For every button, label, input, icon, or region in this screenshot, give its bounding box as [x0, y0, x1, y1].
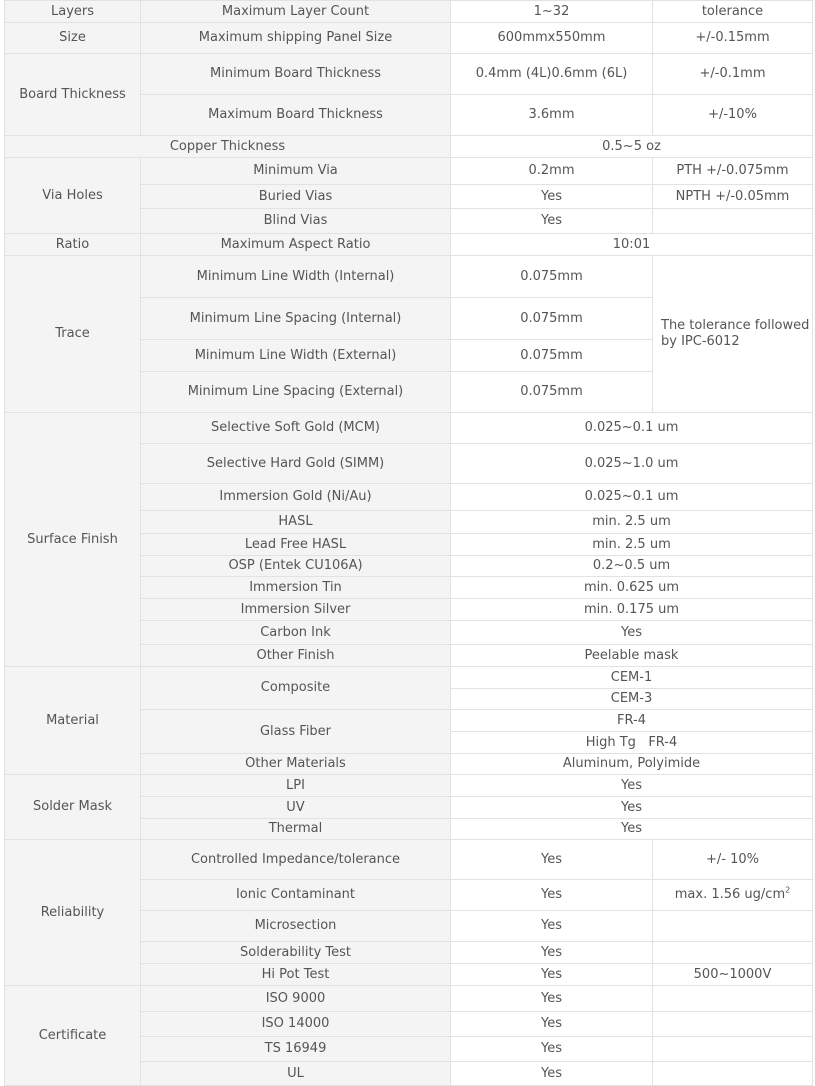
value-cell: Yes: [451, 819, 813, 840]
value-cell: CEM-1: [451, 667, 813, 689]
value-cell: 0.025~1.0 um: [451, 444, 813, 484]
param-copper-thickness: Copper Thickness: [5, 136, 451, 158]
param-cell: Minimum Via: [141, 158, 451, 185]
tolerance-cell: +/-10%: [653, 95, 813, 136]
spec-table: [4, 0, 813, 1086]
tolerance-cell: [653, 1037, 813, 1062]
tolerance-cell: +/-0.1mm: [653, 54, 813, 95]
value-cell: min. 0.175 um: [451, 599, 813, 621]
value-cell: High Tg FR-4: [451, 732, 813, 754]
value-cell: 600mmx550mm: [451, 23, 653, 54]
tolerance-cell: NPTH +/-0.05mm: [653, 185, 813, 209]
table-row: [5, 234, 813, 256]
superscript: 2: [785, 885, 791, 895]
param-cell: Immersion Silver: [141, 599, 451, 621]
category-via-holes: Via Holes: [5, 158, 141, 234]
table-row: [5, 1, 813, 23]
param-cell: Minimum Board Thickness: [141, 54, 451, 95]
param-cell: ISO 14000: [141, 1012, 451, 1037]
value-cell: Yes: [451, 621, 813, 645]
param-cell: Selective Hard Gold (SIMM): [141, 444, 451, 484]
tolerance-cell: +/-0.15mm: [653, 23, 813, 54]
param-cell: Maximum Layer Count: [141, 1, 451, 23]
value-cell: Yes: [451, 797, 813, 819]
value-cell: 0.075mm: [451, 298, 653, 340]
value-cell: Aluminum, Polyimide: [451, 754, 813, 775]
param-cell: Composite: [141, 667, 451, 710]
category-layers: Layers: [5, 1, 141, 23]
tolerance-note: The tolerance followed by IPC-6012: [653, 256, 813, 413]
category-reliability: Reliability: [5, 840, 141, 986]
tolerance-cell: [653, 942, 813, 964]
param-cell: Ionic Contaminant: [141, 880, 451, 911]
param-cell: Blind Vias: [141, 209, 451, 234]
param-cell: Minimum Line Width (External): [141, 340, 451, 372]
table-row: [5, 413, 813, 444]
value-cell: 0.025~0.1 um: [451, 484, 813, 511]
tolerance-cell: 500~1000V: [653, 964, 813, 986]
value-cell: 3.6mm: [451, 95, 653, 136]
param-cell: Other Finish: [141, 645, 451, 667]
category-board-thickness: Board Thickness: [5, 54, 141, 136]
tolerance-cell: [653, 880, 813, 911]
param-cell: Thermal: [141, 819, 451, 840]
value-cell: Yes: [451, 911, 653, 942]
table-row: [5, 667, 813, 689]
table-row: [5, 136, 813, 158]
param-cell: HASL: [141, 511, 451, 534]
category-trace: Trace: [5, 256, 141, 413]
value-cell: Yes: [451, 942, 653, 964]
category-size: Size: [5, 23, 141, 54]
table-row: [5, 23, 813, 54]
value-cell: 10:01: [451, 234, 813, 256]
param-cell: Glass Fiber: [141, 710, 451, 754]
param-cell: Selective Soft Gold (MCM): [141, 413, 451, 444]
category-solder-mask: Solder Mask: [5, 775, 141, 840]
param-cell: TS 16949: [141, 1037, 451, 1062]
value-cell: 0.4mm (4L)0.6mm (6L): [451, 54, 653, 95]
category-material: Material: [5, 667, 141, 775]
param-cell: UV: [141, 797, 451, 819]
category-surface-finish: Surface Finish: [5, 413, 141, 667]
param-cell: UL: [141, 1062, 451, 1086]
param-cell: Controlled Impedance/tolerance: [141, 840, 451, 880]
value-cell: 0.5~5 oz: [451, 136, 813, 158]
value-cell: min. 2.5 um: [451, 534, 813, 556]
tolerance-cell: PTH +/-0.075mm: [653, 158, 813, 185]
value-cell: Yes: [451, 1037, 653, 1062]
param-cell: Microsection: [141, 911, 451, 942]
value-cell: Yes: [451, 1062, 653, 1086]
value-cell: CEM-3: [451, 689, 813, 710]
param-cell: Minimum Line Spacing (External): [141, 372, 451, 413]
value-cell: 0.075mm: [451, 340, 653, 372]
value-cell: 1~32: [451, 1, 653, 23]
param-cell: LPI: [141, 775, 451, 797]
param-cell: Maximum Aspect Ratio: [141, 234, 451, 256]
value-cell: 0.075mm: [451, 256, 653, 298]
tolerance-cell: [653, 911, 813, 942]
value-cell: Yes: [451, 986, 653, 1012]
category-certificate: Certificate: [5, 986, 141, 1086]
value-cell: 0.075mm: [451, 372, 653, 413]
value-cell: 0.2~0.5 um: [451, 556, 813, 577]
value-cell: 0.2mm: [451, 158, 653, 185]
value-cell: Yes: [451, 840, 653, 880]
tolerance-cell: [653, 1062, 813, 1086]
param-cell: Hi Pot Test: [141, 964, 451, 986]
category-ratio: Ratio: [5, 234, 141, 256]
tolerance-cell: [653, 986, 813, 1012]
value-cell: Yes: [451, 775, 813, 797]
tolerance-text: max. 1.56 ug/cm: [674, 887, 786, 902]
value-cell: min. 0.625 um: [451, 577, 813, 599]
param-cell: Solderability Test: [141, 942, 451, 964]
param-cell: Maximum shipping Panel Size: [141, 23, 451, 54]
param-cell: Immersion Tin: [141, 577, 451, 599]
value-cell: Yes: [451, 880, 653, 911]
table-row: [5, 158, 813, 185]
value-cell: Peelable mask: [451, 645, 813, 667]
value-cell: Yes: [451, 185, 653, 209]
table-row: [5, 256, 813, 298]
value-cell: Yes: [451, 964, 653, 986]
value-cell: Yes: [451, 209, 653, 234]
tolerance-cell: tolerance: [653, 1, 813, 23]
param-cell: Maximum Board Thickness: [141, 95, 451, 136]
value-cell: min. 2.5 um: [451, 511, 813, 534]
param-cell: Buried Vias: [141, 185, 451, 209]
table-row: [5, 54, 813, 95]
param-cell: OSP (Entek CU106A): [141, 556, 451, 577]
param-cell: Immersion Gold (Ni/Au): [141, 484, 451, 511]
param-cell: Carbon Ink: [141, 621, 451, 645]
param-cell: Minimum Line Width (Internal): [141, 256, 451, 298]
tolerance-cell: +/- 10%: [653, 840, 813, 880]
param-cell: Minimum Line Spacing (Internal): [141, 298, 451, 340]
value-cell: FR-4: [451, 710, 813, 732]
param-cell: Other Materials: [141, 754, 451, 775]
table-row: [5, 840, 813, 880]
table-row: [5, 986, 813, 1012]
tolerance-cell: [653, 209, 813, 234]
value-cell: Yes: [451, 1012, 653, 1037]
value-cell: 0.025~0.1 um: [451, 413, 813, 444]
param-cell: ISO 9000: [141, 986, 451, 1012]
param-cell: Lead Free HASL: [141, 534, 451, 556]
tolerance-cell: [653, 1012, 813, 1037]
table-row: [5, 775, 813, 797]
